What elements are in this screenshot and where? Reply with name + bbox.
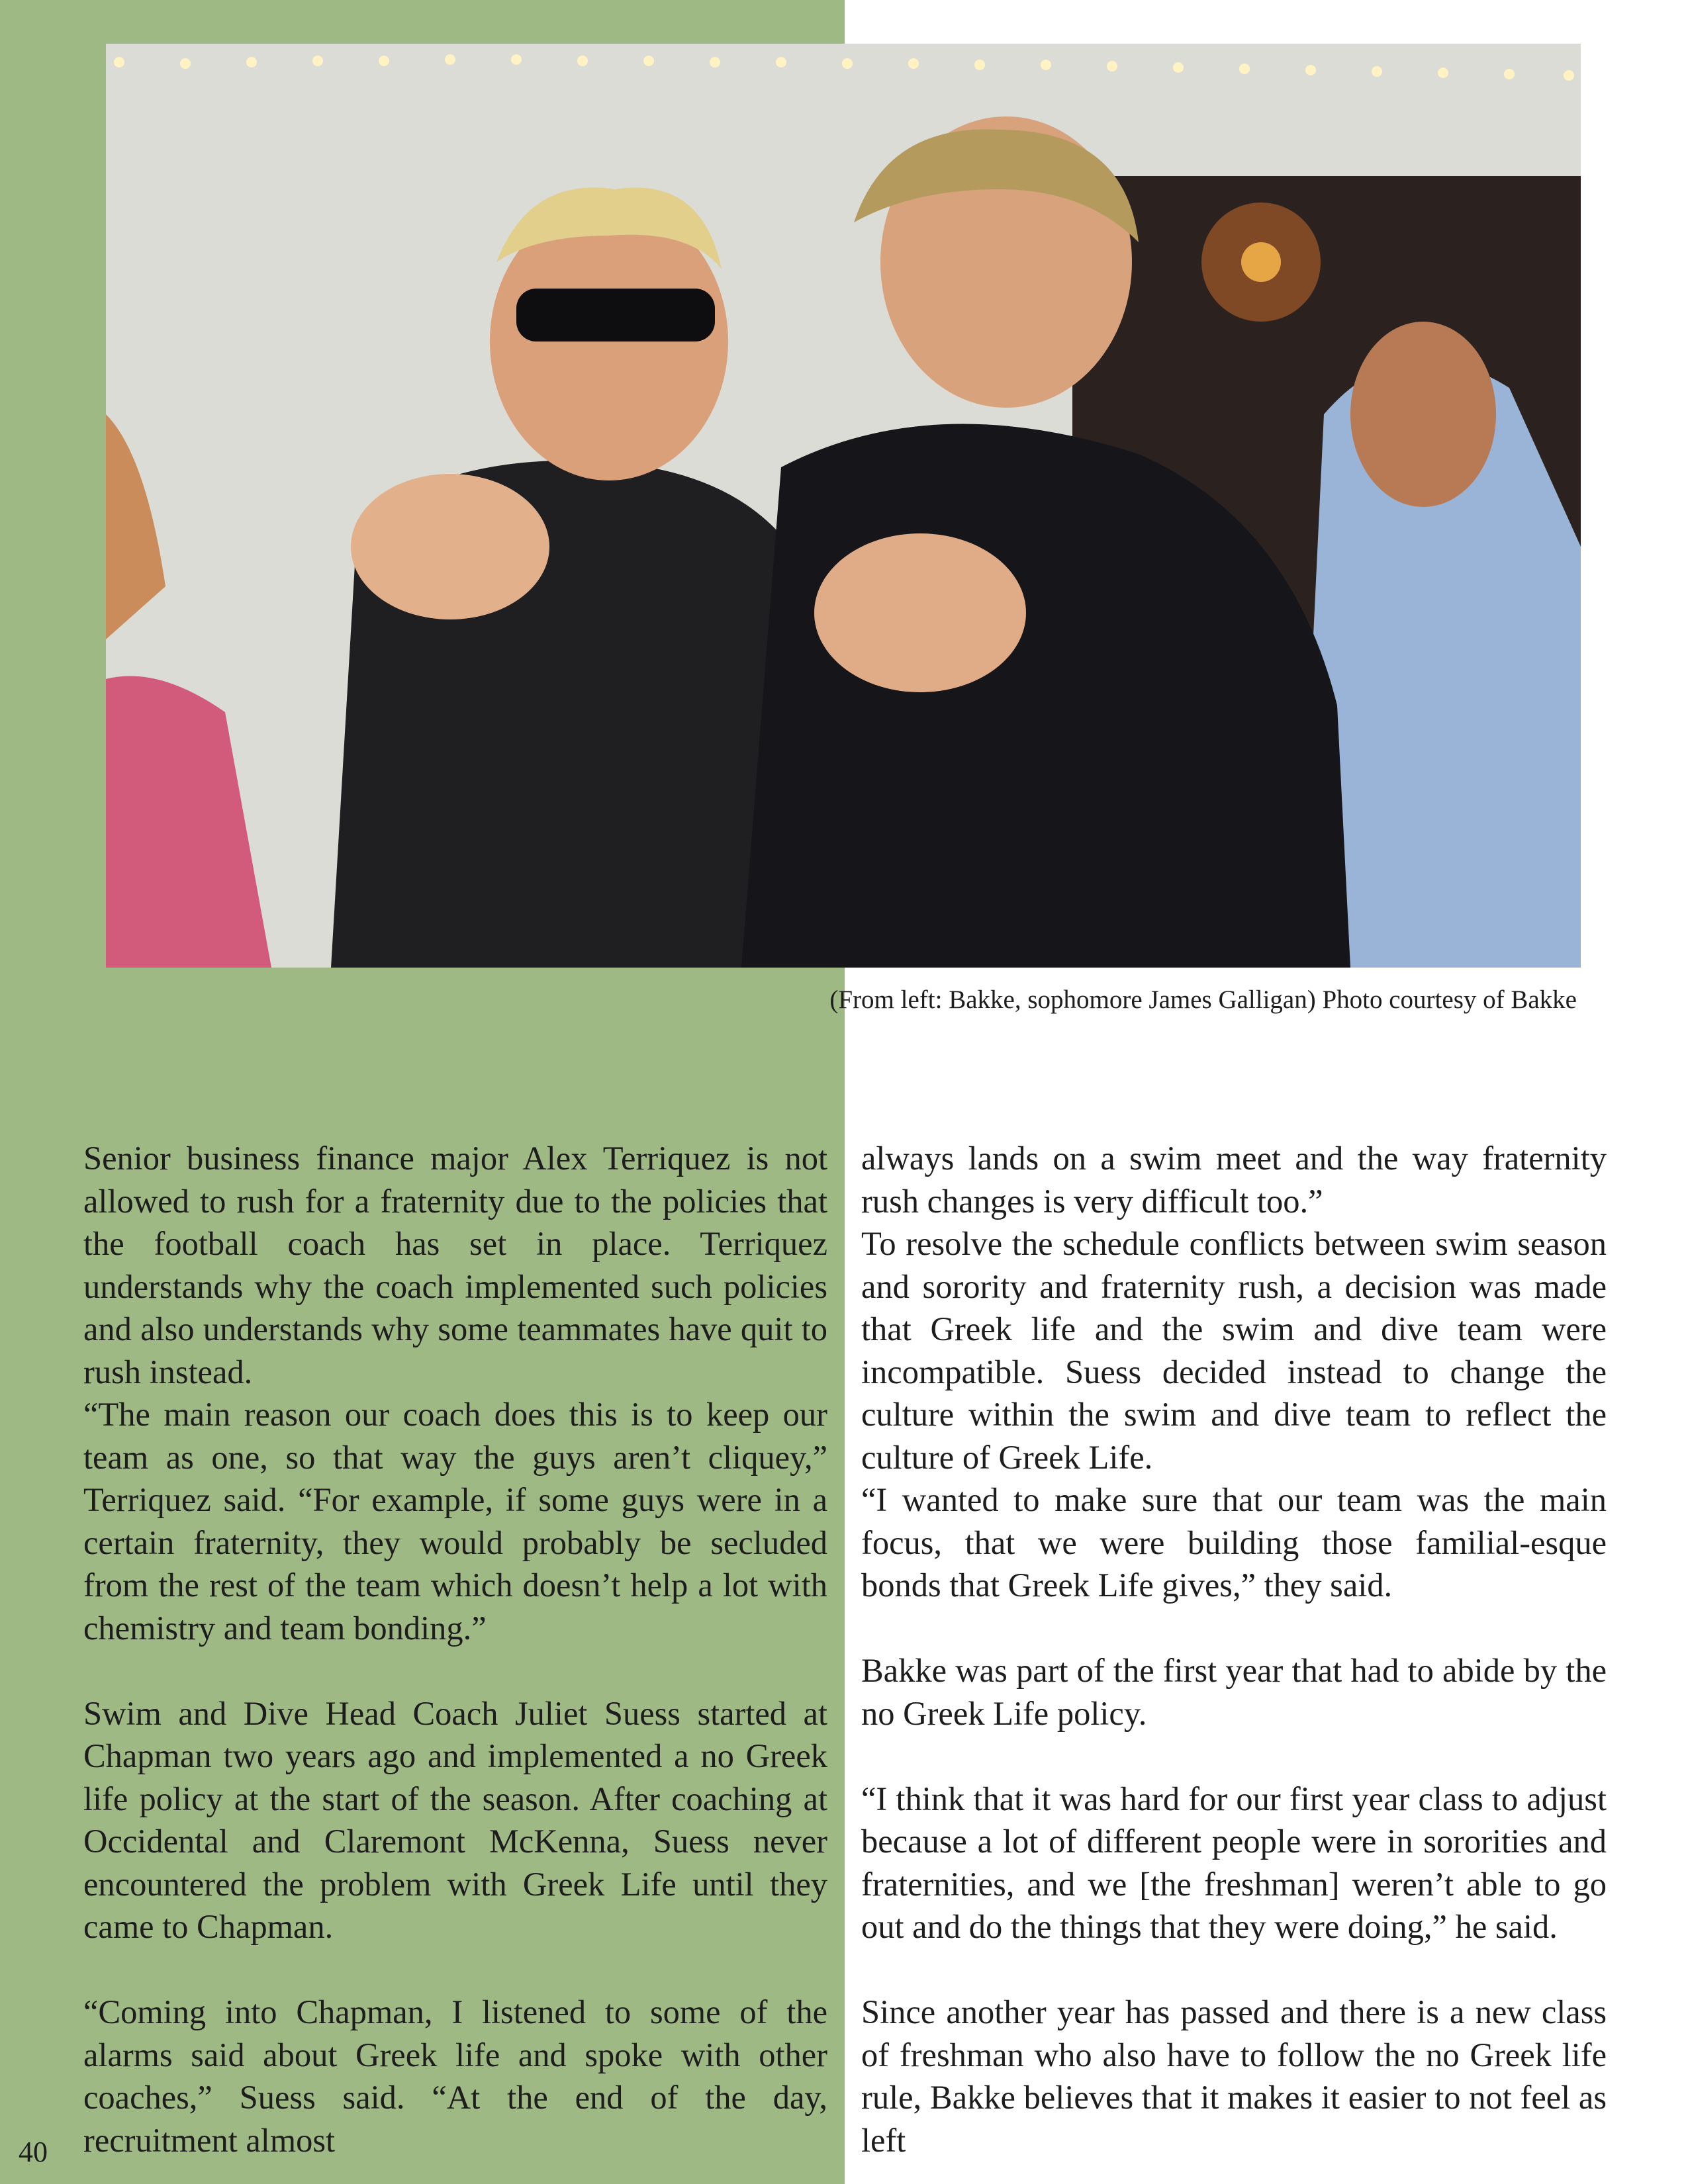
party-photo-illustration xyxy=(106,44,1581,968)
paragraph: always lands on a swim meet and the way fraternity rush changes is very difficult too.” xyxy=(861,1140,1607,1220)
paragraph: To resolve the schedule conflicts between swim season and sorority and fraternity rush, a decision was made that Greek life and the swim and dive team were incompatible. Suess decided instead to change the culture within the swim and dive team to reflect the culture of Greek Life. xyxy=(861,1225,1607,1476)
paragraph: “The main reason our coach does this is to keep our team as one, so that way the guys aren’t cliquey,” Terriquez said. “For example, if some guys were in a certain fraternity, they would probably be secluded from the rest of the team which doesn’t help a lot with chemistry and team bonding.” xyxy=(83,1396,827,1647)
paragraph: Swim and Dive Head Coach Juliet Suess started at Chapman two years ago and implemented a no Greek life policy at the start of the season. After coaching at Occidental and Claremont McKenna, Suess never encountered the problem with Greek Life until they came to Chapman. xyxy=(83,1694,827,1945)
paragraph: Senior business finance major Alex Terriquez is not allowed to rush for a fraternity due to the policies that the football coach has set in place. Terriquez understands why the coach implemented such policies and also understands why some teammates have quit to rush instead. xyxy=(83,1140,827,1390)
paragraph: “I think that it was hard for our first year class to adjust because a lot of different people were in sororities and fraternities, and we [the freshman] weren’t able to go out and do the things that they were doing,” he said. xyxy=(861,1780,1607,1945)
paragraph: “I wanted to make sure that our team was the main focus, that we were building those familial-esque bonds that Greek Life gives,” they said. xyxy=(861,1481,1607,1604)
article-photo xyxy=(106,44,1581,968)
photo-caption: (From left: Bakke, sophomore James Galligan) Photo courtesy of Bakke xyxy=(829,985,1577,1014)
article-right-column xyxy=(861,1137,1607,2161)
paragraph: Bakke was part of the first year that had to abide by the no Greek Life policy. xyxy=(861,1652,1607,1732)
page-number: 40 xyxy=(19,2136,48,2168)
paragraph: Since another year has passed and there is a new class of freshman who also have to follow the no Greek life rule, Bakke believes that it makes it easier to not feel as left xyxy=(861,1993,1607,2159)
paragraph: “Coming into Chapman, I listened to some of the alarms said about Greek life and spoke with other coaches,” Suess said. “At the end of the day, recruitment almost xyxy=(83,1993,827,2159)
article-left-column xyxy=(83,1137,827,2161)
